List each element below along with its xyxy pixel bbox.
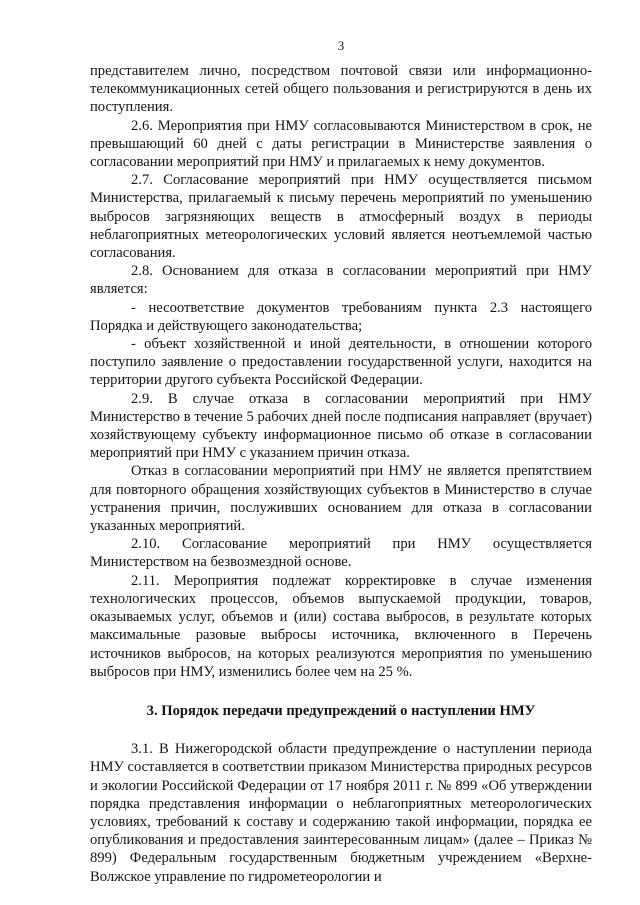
paragraph-3-1: 3.1. В Нижегородской области предупреждение о наступлении периода НМУ составляется в соответствии приказом Министерства природных ресурсов и экологии Российской Федерации от 17 ноября 2011 г. № 899 «Об утверждении порядка представления информации о неблагоприятных метеорологических условиях, требований к составу и содержанию такой информации, порядка ее опубликования и предоставления заинтересованным лицам» (далее – Приказ № 899) Федеральным государственным бюджетным учреждением «Верхне-Волжское управление по гидрометеорологии и (90, 741, 592, 885)
paragraph-refusal: Отказ в согласовании мероприятий при НМУ не является препятствием для повторного обращения хозяйствующих субъектов в Министерство в случае устранения причин, послуживших основанием для отказа в согласовании указанных мероприятий. (90, 463, 592, 535)
paragraph: представителем лично, посредством почтовой связи или информационно-телекоммуникационных сетей общего пользования и регистрируются в день их поступления. (90, 63, 592, 116)
paragraphs-before-heading (90, 62, 592, 681)
paragraph-2-8: 2.8. Основанием для отказа в согласовании мероприятий при НМУ является: (90, 263, 592, 298)
paragraph-2-10: 2.10. Согласование мероприятий при НМУ осуществляется Министерством на безвозмездной основе. (90, 536, 592, 571)
list-item-reason-1: - несоответствие документов требованиям пункта 2.3 настоящего Порядка и действующего законодательства; (90, 299, 592, 334)
list-item-reason-2: - объект хозяйственной и иной деятельности, в отношении которого поступило заявление о предоставлении государственной услуги, находится на территории другого субъекта Российской Федерации. (90, 336, 592, 389)
paragraph-2-6: 2.6. Мероприятия при НМУ согласовываются Министерством в срок, не превышающий 60 дней с даты регистрации в Министерстве заявления о согласовании мероприятий при НМУ и прилагаемых к нему документов. (90, 117, 592, 171)
paragraph-2-7: 2.7. Согласование мероприятий при НМУ осуществляется письмом Министерства, прилагаемый к письму перечень мероприятий по уменьшению выбросов загрязняющих веществ в атмосферный воздух в периоды неблагоприятных метеорологических условий является неотъемлемой частью согласования. (90, 172, 592, 262)
paragraphs-after-heading (90, 740, 592, 886)
page-number: 3 (337, 38, 345, 53)
document-body (90, 62, 592, 886)
paragraph-2-9: 2.9. В случае отказа в согласовании мероприятий при НМУ Министерство в течение 5 рабочих дней после подписания направляет (вручает) хозяйствующему субъекту информационное письмо об отказе в согласовании мероприятий при НМУ с указанием причин отказа. (90, 390, 592, 462)
section-heading: 3. Порядок передачи предупреждений о наступлении НМУ (146, 702, 536, 719)
paragraph-2-11: 2.11. Мероприятия подлежат корректировке в случае изменения технологических процессов, объемов выпускаемой продукции, товаров, оказываемых услуг, объемов и (или) состава выбросов, в результате которых максимальные разовые выбросы источника, включенного в Перечень источников выбросов, на которых реализуются мероприятия по уменьшению выбросов при НМУ, изменились более чем на 25 %. (90, 572, 592, 680)
